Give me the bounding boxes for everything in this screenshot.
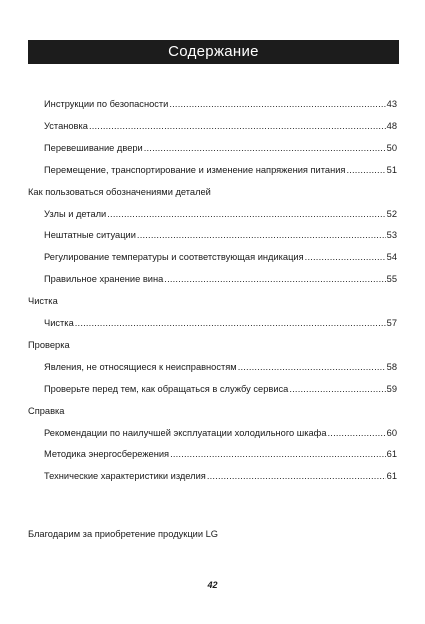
toc-entry-page: 43 [386,99,397,109]
toc-entry [44,251,397,263]
toc-entry-label: Справка [28,405,65,416]
toc-entry-page: 48 [386,120,397,131]
toc-entry-page: 50 [386,142,397,153]
thanks-note: Благодарим за приобретение продукции LG [28,529,219,539]
toc-entry [44,383,397,395]
toc-leader-dots [238,361,386,373]
toc-entry-label: Проверьте перед тем, как обращаться в службу сервиса [44,383,289,394]
toc-entry [44,164,397,176]
toc-entry-label: Узлы и детали [44,208,107,219]
toc-leader-dots [289,383,385,395]
toc-leader-dots [164,273,385,285]
toc-entry-page: 51 [386,164,397,175]
toc-entry-label: Перевешивание двери [44,142,143,153]
toc-leader-dots [169,98,385,110]
toc-leader-dots [346,164,385,176]
toc-entry-label: Проверка [28,339,70,350]
toc-section-heading [28,186,211,198]
toc-entry-label: Рекомендации по наилучшей эксплуатации холодильного шкафа [44,427,327,438]
toc-leader-dots [89,120,386,132]
toc-entry [44,427,397,439]
toc-entry-page: 61 [386,471,397,482]
toc-entry-label: Методика энергосбережения [44,449,170,460]
toc-entry-label: Нештатные ситуации [44,230,136,241]
toc-leader-dots [137,229,386,241]
toc-entry-page: 54 [386,252,397,263]
toc-entry-page: 53 [386,230,397,241]
toc-leader-dots [75,317,386,329]
toc-entry-label: Инструкции по безопасности [44,99,169,109]
toc-entry-page: 57 [386,318,397,328]
toc-leader-dots [144,142,386,154]
toc-entry-label: Регулирование температуры и соответствующая индикация [44,252,304,263]
toc-entry [44,98,397,110]
toc-entry [44,142,397,154]
toc-entry-label: Установка [44,120,88,131]
toc-leader-dots [207,470,386,482]
toc-entry [44,361,397,373]
toc-leader-dots [328,427,386,439]
toc-leader-dots [170,448,386,460]
toc-entry [44,448,397,460]
toc-entry-page: 58 [386,361,397,372]
toc-entry [44,120,397,132]
page-number: 42 [207,580,218,590]
toc-entry-label: Правильное хранение вина [44,274,164,285]
toc-entry-page: 60 [386,427,397,438]
toc-entry-label: Как пользоваться обозначениями деталей [28,186,211,197]
toc-entry-page: 52 [386,208,397,219]
toc-entry [44,229,397,241]
toc-section-heading [28,405,64,417]
toc-entry-page: 55 [386,274,397,285]
toc-entry [44,470,397,482]
page-title: Содержание [28,40,399,64]
toc-entry-page: 61 [386,449,397,460]
toc-entry-page: 59 [386,383,397,394]
toc-entry [44,208,397,220]
toc-section-heading [28,295,58,307]
toc-leader-dots [305,251,386,263]
toc-entry [44,273,397,285]
toc-leader-dots [107,208,385,220]
toc-entry-label: Технические характеристики изделия [44,471,206,482]
toc-entry-label: Явления, не относящиеся к неисправностям [44,361,237,372]
toc-entry-label: Перемещение, транспортирование и изменение напряжения питания [44,164,346,175]
toc-section-heading [28,339,70,351]
toc-entry-label: Чистка [44,318,74,328]
toc-entry-label: Чистка [28,296,58,307]
toc-entry [44,317,397,329]
